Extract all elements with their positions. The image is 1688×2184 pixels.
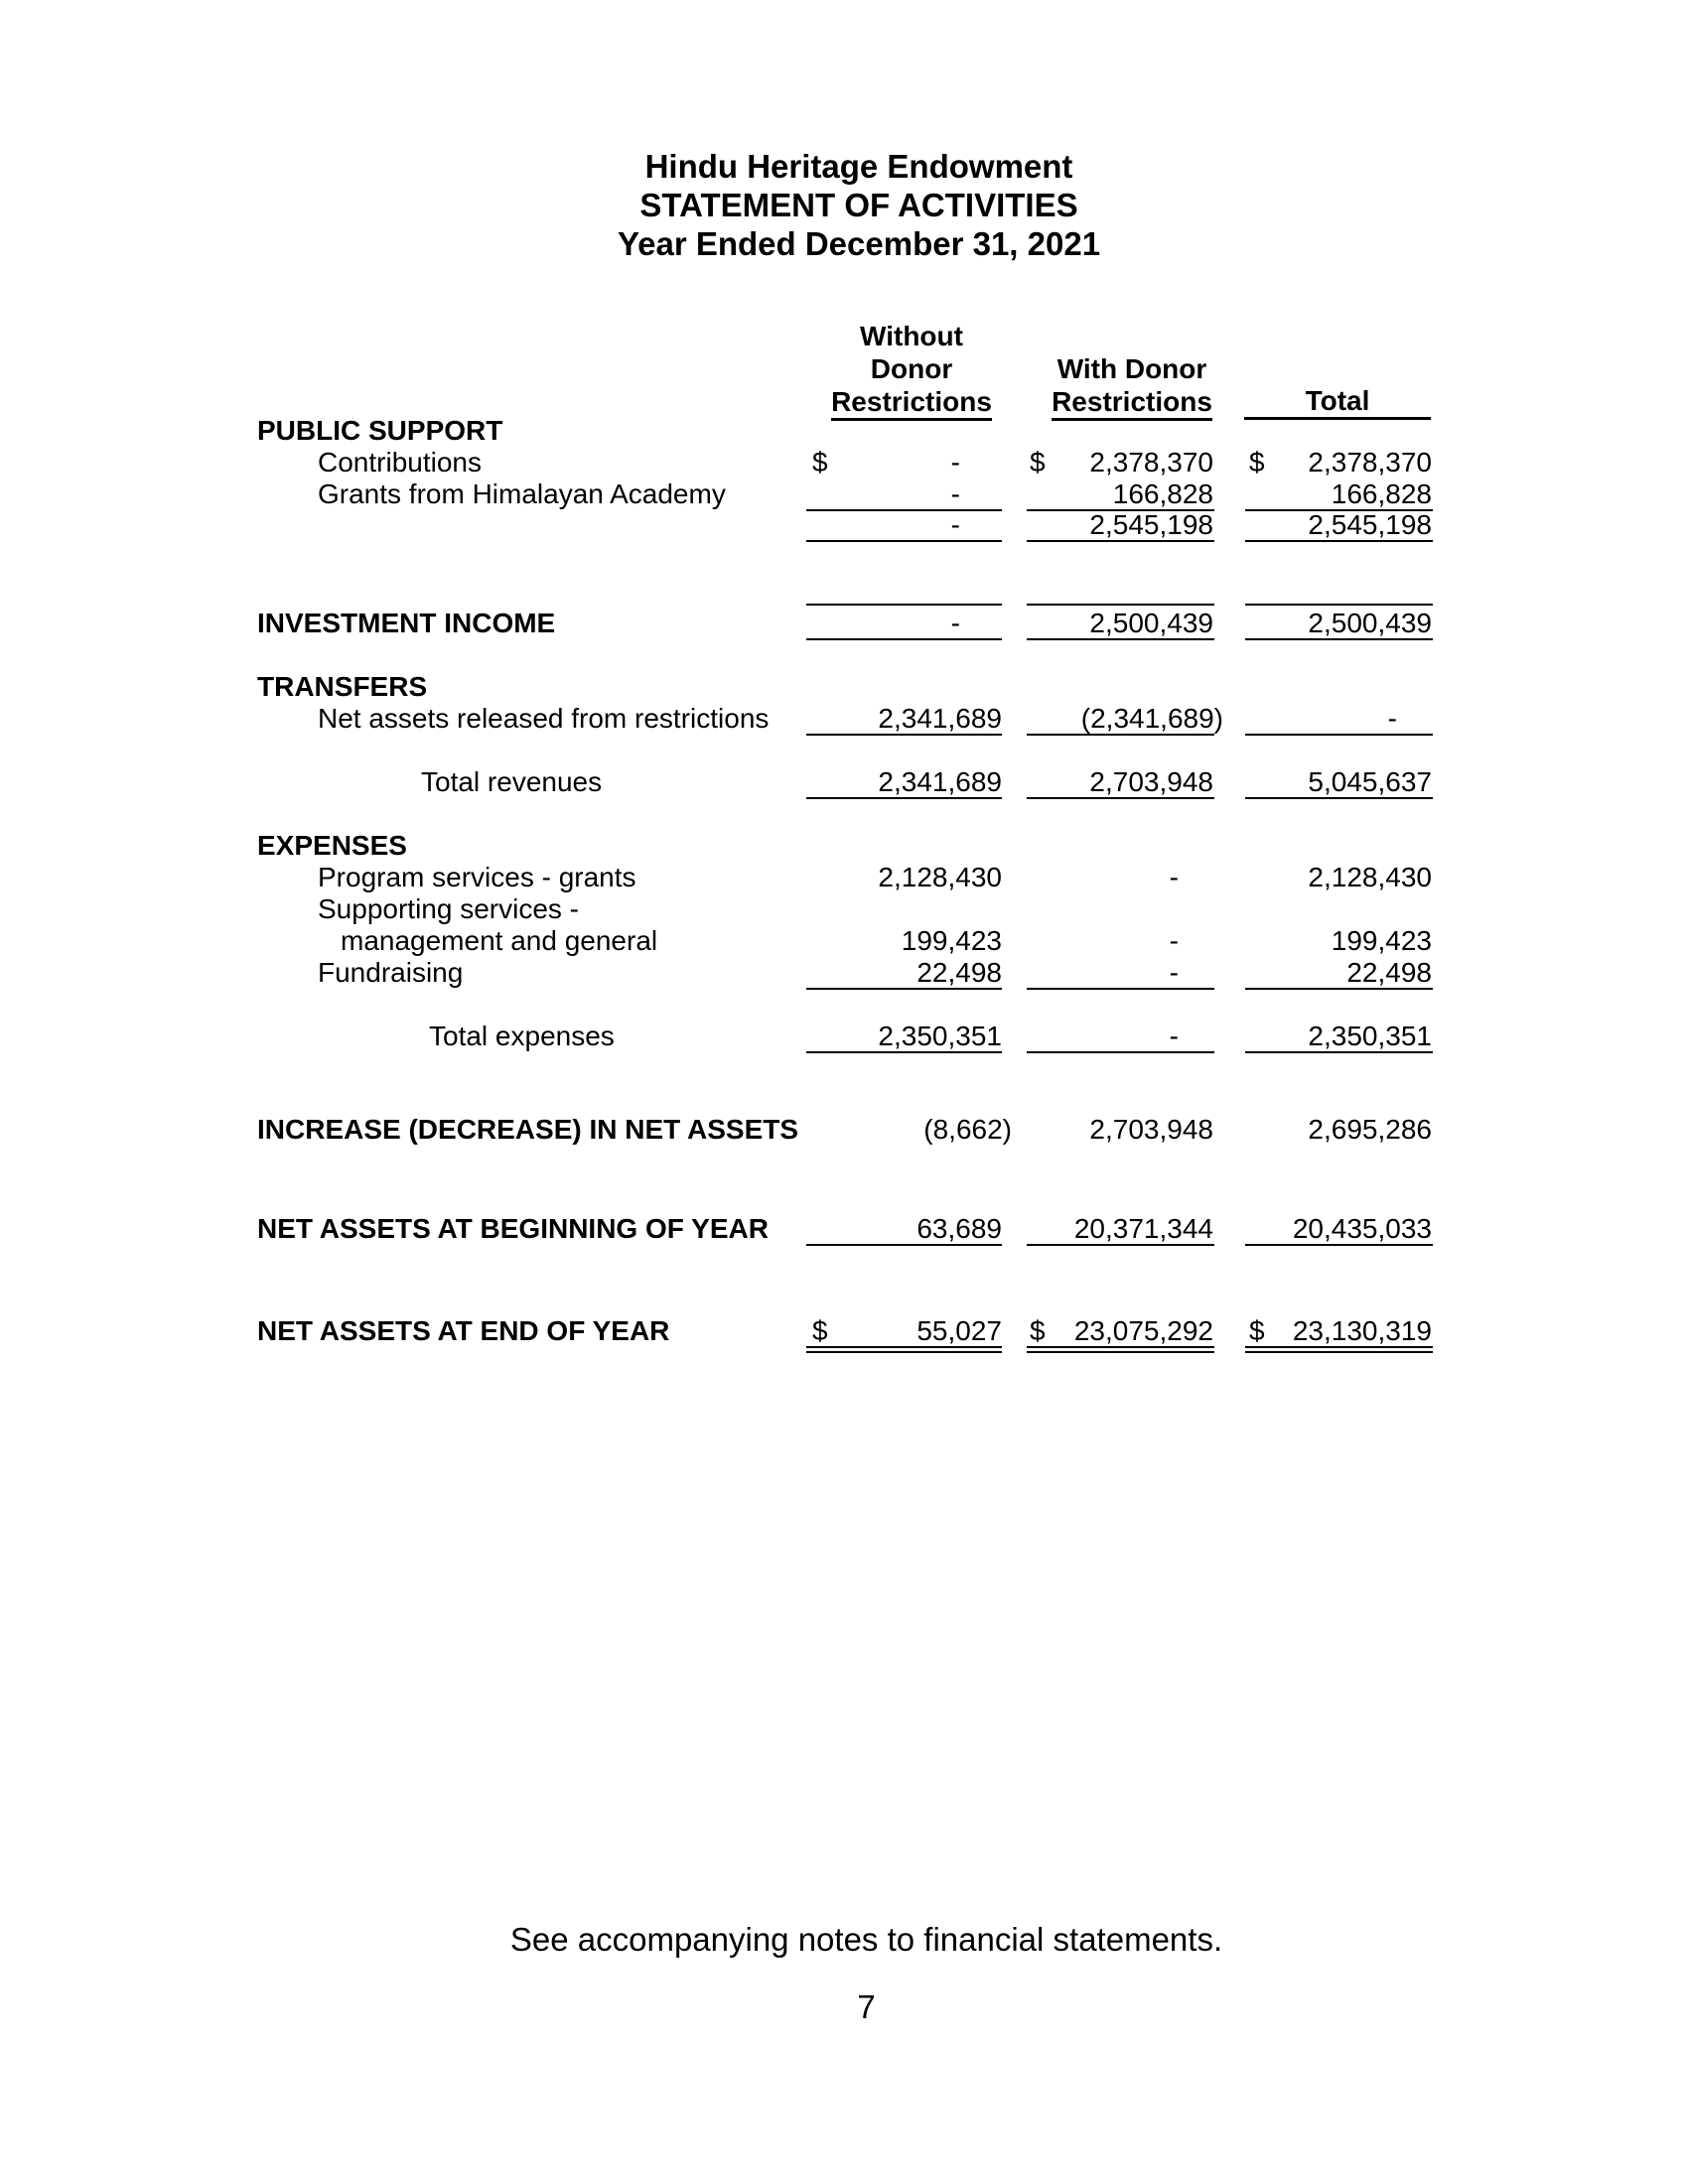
- double-rule: [806, 1346, 1002, 1353]
- rule: [806, 988, 1002, 990]
- column-header-line: Total: [1244, 385, 1431, 420]
- cell-grants-total: 166,828: [1331, 478, 1432, 509]
- cell-total-expenses-with: -: [1169, 1021, 1179, 1051]
- rule: [806, 734, 1002, 736]
- cell-program-with: -: [1169, 862, 1179, 892]
- cell-beginning-with: 20,371,344: [1073, 1213, 1213, 1244]
- cell-released-with: (2,341,689): [1080, 703, 1223, 734]
- cell-total-revenues-with: 2,703,948: [1089, 766, 1213, 797]
- column-header-line: Restrictions: [831, 386, 992, 421]
- double-rule: [1245, 1346, 1433, 1353]
- cell-program-without: 2,128,430: [878, 862, 1002, 892]
- cell-increase-without: (8,662): [923, 1114, 1012, 1145]
- cell-support-subtotal-total: 2,545,198: [1308, 509, 1432, 540]
- rule: [1027, 638, 1214, 640]
- cell-grants-with: 166,828: [1112, 478, 1213, 509]
- cell-contributions-without: -: [950, 447, 960, 478]
- column-header-without-donor: [802, 320, 1021, 421]
- row-label-grants: Grants from Himalayan Academy: [318, 478, 726, 509]
- row-label-investment-income: INVESTMENT INCOME: [257, 608, 556, 638]
- currency-symbol: $: [1249, 1315, 1265, 1346]
- currency-symbol: $: [812, 1315, 828, 1346]
- rule: [806, 604, 1002, 606]
- row-label-net-assets-end: NET ASSETS AT END OF YEAR: [257, 1315, 670, 1346]
- column-header-line: Without: [860, 321, 963, 351]
- cell-fundraising-without: 22,498: [916, 957, 1002, 988]
- cell-end-without: 55,027: [916, 1315, 1002, 1346]
- rule: [806, 540, 1002, 542]
- cell-fundraising-total: 22,498: [1346, 957, 1432, 988]
- currency-symbol: $: [1030, 1315, 1046, 1346]
- cell-total-expenses-without: 2,350,351: [878, 1021, 1002, 1051]
- rule: [1245, 1244, 1433, 1246]
- statement-header: [0, 147, 1688, 263]
- currency-symbol: $: [1030, 447, 1046, 478]
- cell-beginning-total: 20,435,033: [1292, 1213, 1432, 1244]
- rule: [1245, 1051, 1433, 1053]
- cell-support-subtotal-without: -: [950, 509, 960, 540]
- row-label-supporting-services: Supporting services -: [318, 893, 580, 924]
- row-label-net-assets-released: Net assets released from restrictions: [318, 703, 770, 734]
- cell-total-revenues-without: 2,341,689: [878, 766, 1002, 797]
- rule: [1027, 604, 1214, 606]
- section-expenses: EXPENSES: [257, 830, 407, 861]
- cell-investment-without: -: [950, 608, 960, 638]
- rule: [1027, 988, 1214, 990]
- row-label-total-expenses: Total expenses: [429, 1021, 615, 1051]
- column-header-line: Donor: [870, 353, 953, 384]
- row-label-management-general: management and general: [341, 925, 658, 956]
- rule: [1245, 540, 1433, 542]
- rule: [1245, 604, 1433, 606]
- currency-symbol: $: [1249, 447, 1265, 478]
- rule: [806, 1244, 1002, 1246]
- row-label-fundraising: Fundraising: [318, 957, 464, 988]
- row-label-net-assets-beginning: NET ASSETS AT BEGINNING OF YEAR: [257, 1213, 769, 1244]
- column-header-line: With Donor: [1056, 353, 1207, 384]
- rule: [806, 797, 1002, 799]
- footer-note: See accompanying notes to financial statements.: [509, 1921, 1223, 1958]
- double-rule: [1027, 1346, 1214, 1353]
- cell-support-subtotal-with: 2,545,198: [1089, 509, 1213, 540]
- currency-symbol: $: [812, 447, 828, 478]
- cell-investment-total: 2,500,439: [1308, 608, 1432, 638]
- cell-program-total: 2,128,430: [1308, 862, 1432, 892]
- statement-period: Year Ended December 31, 2021: [617, 225, 1101, 262]
- cell-released-without: 2,341,689: [878, 703, 1002, 734]
- cell-end-total: 23,130,319: [1292, 1315, 1432, 1346]
- cell-management-with: -: [1169, 925, 1179, 956]
- cell-released-total: -: [1387, 703, 1397, 734]
- cell-end-with: 23,075,292: [1073, 1315, 1213, 1346]
- row-label-total-revenues: Total revenues: [421, 766, 603, 797]
- section-transfers: TRANSFERS: [257, 671, 428, 702]
- section-public-support: PUBLIC SUPPORT: [257, 415, 503, 446]
- page-number: 7: [857, 1988, 876, 2025]
- rule: [1245, 734, 1433, 736]
- column-header-total: [1244, 385, 1431, 420]
- cell-fundraising-with: -: [1169, 957, 1179, 988]
- cell-management-without: 199,423: [901, 925, 1002, 956]
- rule: [1027, 734, 1214, 736]
- organization-name: Hindu Heritage Endowment: [644, 148, 1073, 185]
- rule: [1027, 797, 1214, 799]
- row-label-program-services: Program services - grants: [318, 862, 636, 892]
- cell-total-expenses-total: 2,350,351: [1308, 1021, 1432, 1051]
- rule: [1027, 1051, 1214, 1053]
- rule: [806, 1051, 1002, 1053]
- column-header-line: Restrictions: [1052, 386, 1212, 421]
- cell-grants-without: -: [950, 478, 960, 509]
- cell-contributions-with: 2,378,370: [1089, 447, 1213, 478]
- cell-increase-with: 2,703,948: [1089, 1114, 1213, 1145]
- cell-total-revenues-total: 5,045,637: [1308, 766, 1432, 797]
- column-header-with-donor: [1023, 352, 1241, 421]
- rule: [1245, 797, 1433, 799]
- cell-increase-total: 2,695,286: [1308, 1114, 1432, 1145]
- cell-investment-with: 2,500,439: [1089, 608, 1213, 638]
- cell-management-total: 199,423: [1331, 925, 1432, 956]
- cell-beginning-without: 63,689: [916, 1213, 1002, 1244]
- rule: [1245, 638, 1433, 640]
- statement-title: STATEMENT OF ACTIVITIES: [639, 187, 1078, 223]
- row-label-contributions: Contributions: [318, 447, 482, 478]
- rule: [1027, 1244, 1214, 1246]
- rule: [1027, 540, 1214, 542]
- row-label-increase-decrease: INCREASE (DECREASE) IN NET ASSETS: [257, 1114, 799, 1145]
- cell-contributions-total: 2,378,370: [1308, 447, 1432, 478]
- rule: [1245, 988, 1433, 990]
- rule: [806, 638, 1002, 640]
